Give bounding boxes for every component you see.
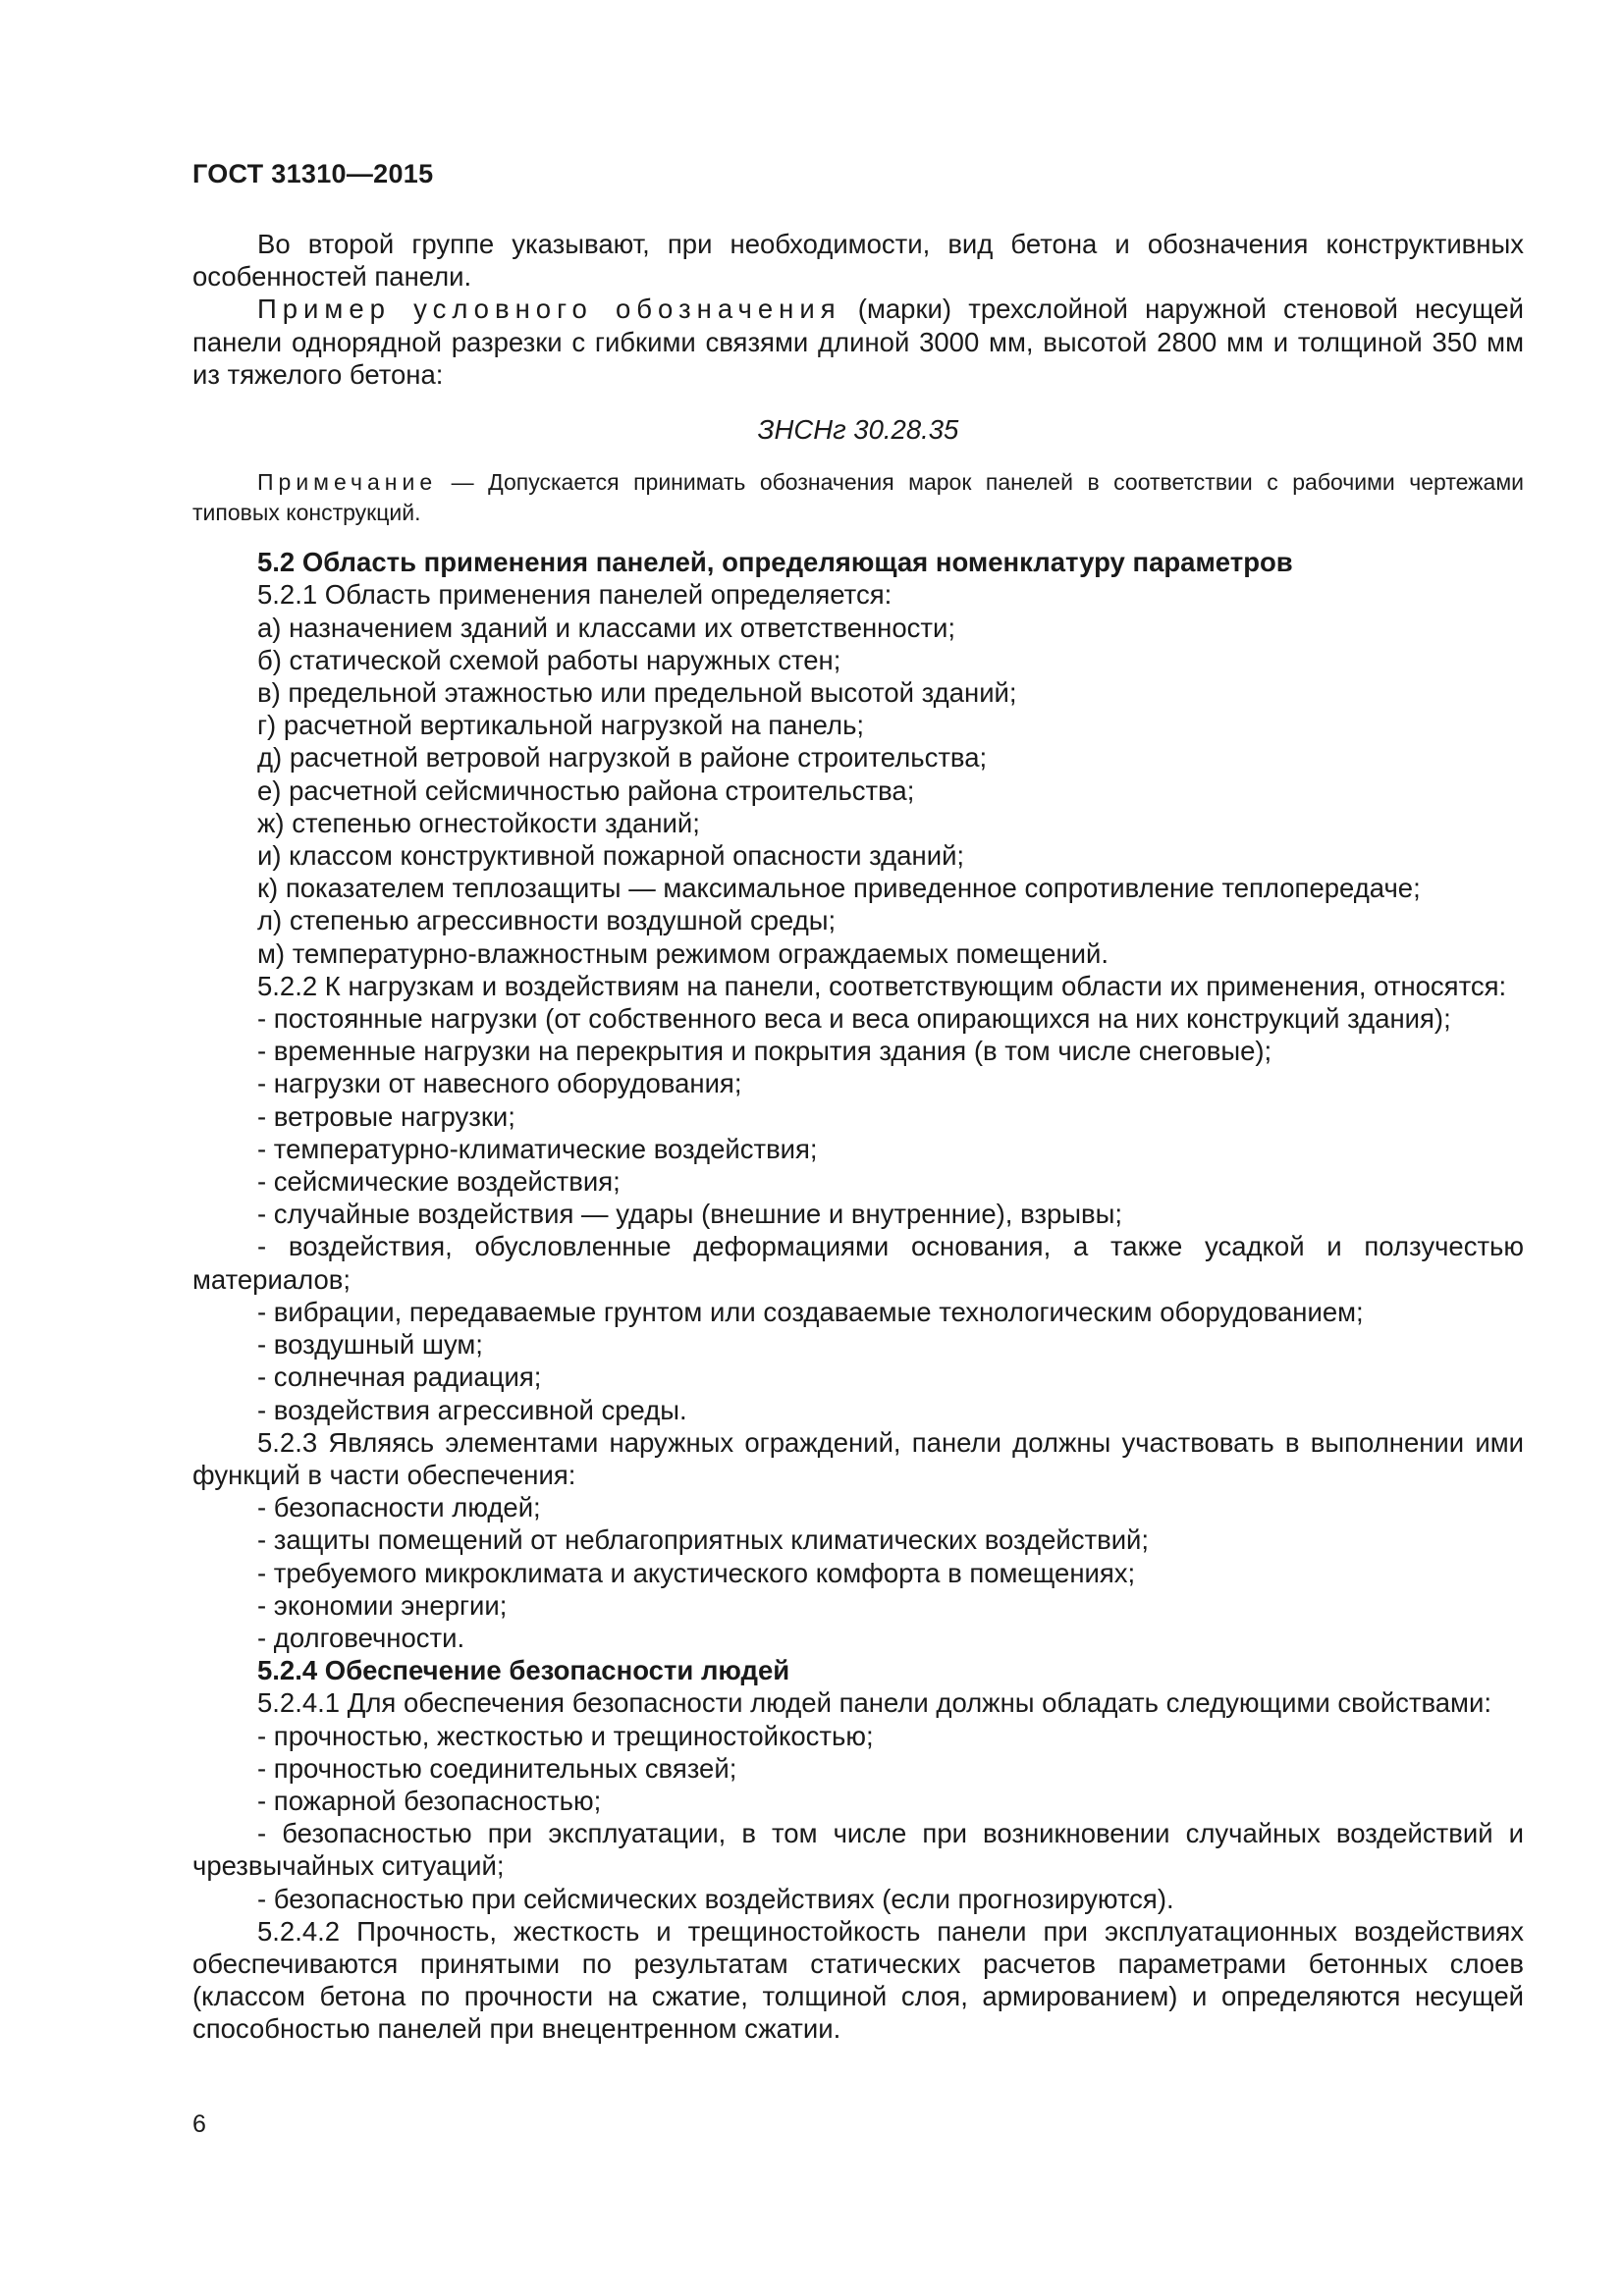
- list-item: - сейсмические воздействия;: [257, 1166, 621, 1198]
- list-item: - пожарной безопасностью;: [257, 1785, 602, 1816]
- list-item: - защиты помещений от неблагоприятных климатических воздействий;: [257, 1524, 1150, 1556]
- example-label: Пример условного обозначения: [257, 294, 841, 325]
- list-item: - прочностью соединительных связей;: [257, 1752, 737, 1784]
- paragraph-intro: Во второй группе указывают, при необходимости, вид бетона и обозначения конструктивных особенностей панели.: [192, 229, 1524, 293]
- list-item: м) температурно-влажностным режимом ограждаемых помещений.: [257, 937, 1109, 969]
- list-item: - температурно-климатические воздействия;: [257, 1133, 818, 1164]
- note-text: — Допускается принимать обозначения марок панелей в соответствии с рабочими чертежами типовых конструкций.: [192, 469, 1524, 526]
- list-item: а) назначением зданий и классами их ответственности;: [257, 612, 955, 643]
- list-item: л) степенью агрессивности воздушной среды;: [257, 905, 837, 936]
- list-5-2-1: [192, 612, 1524, 970]
- list-item: ж) степенью огнестойкости зданий;: [257, 807, 700, 838]
- paragraph-example: [192, 293, 1524, 391]
- list-item: - вибрации, передаваемые грунтом или создаваемые технологическим оборудованием;: [257, 1296, 1364, 1327]
- list-item: - прочностью, жесткостью и трещиностойкостью;: [257, 1720, 874, 1751]
- list-5-2-2-continued: [192, 1296, 1524, 1426]
- list-item: к) показателем теплозащиты — максимальное приведенное сопротивление теплопередаче;: [257, 873, 1421, 904]
- list-item: - временные нагрузки на перекрытия и покрытия здания (в том числе снеговые);: [257, 1036, 1272, 1067]
- list-item: - случайные воздействия — удары (внешние и внутренние), взрывы;: [257, 1199, 1123, 1230]
- list-item: е) расчетной сейсмичностью района строительства;: [257, 774, 915, 806]
- list-item: - экономии энергии;: [257, 1589, 508, 1621]
- note-paragraph: [192, 467, 1524, 528]
- list-5-2-3: [192, 1491, 1524, 1654]
- list-item: - безопасностью при эксплуатации, в том числе при возникновении случайных воздействий и чрезвычайных ситуаций;: [192, 1818, 1524, 1882]
- list-item: б) статической схемой работы наружных стен;: [257, 644, 841, 675]
- document-header: ГОСТ 31310—2015: [192, 159, 434, 188]
- list-item: и) классом конструктивной пожарной опасности зданий;: [257, 840, 965, 872]
- document-body: [192, 228, 1524, 2046]
- page-number: 6: [192, 2110, 206, 2138]
- example-text: (марки) трехслойной наружной стеновой несущей панели однорядной разрезки с гибкими связями длиной 3000 мм, высотой 2800 мм и толщиной 350 мм из тяжелого бетона:: [192, 294, 1524, 390]
- list-item: - постоянные нагрузки (от собственного веса и веса опирающихся на них конструкций здания);: [257, 1003, 1451, 1035]
- list-item: - солнечная радиация;: [257, 1362, 542, 1393]
- section-heading-5-2-4: 5.2.4 Обеспечение безопасности людей: [257, 1655, 790, 1686]
- designation-formula: ЗНСНг 30.28.35: [757, 414, 959, 446]
- section-heading-5-2: 5.2 Область применения панелей, определяющая номенклатуру параметров: [257, 547, 1293, 578]
- list-item: - долговечности.: [257, 1622, 465, 1653]
- list-item: - требуемого микроклимата и акустического комфорта в помещениях;: [257, 1557, 1136, 1588]
- list-item: г) расчетной вертикальной нагрузкой на панель;: [257, 710, 865, 741]
- paragraph-5-2-1: 5.2.1 Область применения панелей определяется:: [257, 579, 893, 611]
- list-item: - нагрузки от навесного оборудования;: [257, 1068, 742, 1099]
- paragraph-5-2-3: 5.2.3 Являясь элементами наружных ограждений, панели должны участвовать в выполнении ими функций в части обеспечения:: [192, 1426, 1524, 1490]
- note-label: Примечание: [257, 469, 438, 496]
- list-item: - воздушный шум;: [257, 1329, 483, 1361]
- list-item: - безопасностью при сейсмических воздействиях (если прогнозируются).: [257, 1883, 1174, 1914]
- list-item: - безопасности людей;: [257, 1492, 541, 1523]
- list-item: д) расчетной ветровой нагрузкой в районе строительства;: [257, 742, 988, 774]
- list-item: в) предельной этажностью или предельной высотой зданий;: [257, 677, 1017, 709]
- list-5-2-2: [192, 1002, 1524, 1230]
- list-5-2-4-1: [192, 1720, 1524, 1818]
- list-item: - воздействия, обусловленные деформациями основания, а также усадкой и ползучестью материалов;: [192, 1231, 1524, 1295]
- paragraph-5-2-4-1: 5.2.4.1 Для обеспечения безопасности людей панели должны обладать следующими свойствами:: [257, 1687, 1491, 1719]
- list-item: - ветровые нагрузки;: [257, 1100, 515, 1132]
- paragraph-5-2-2: 5.2.2 К нагрузкам и воздействиям на панели, соответствующим области их применения, относятся:: [257, 970, 1507, 1001]
- list-item: - воздействия агрессивной среды.: [257, 1394, 687, 1425]
- paragraph-5-2-4-2: 5.2.4.2 Прочность, жесткость и трещиностойкость панели при эксплуатационных воздействиях обеспечиваются принятыми по результатам статических расчетов параметрами бетонных слоев (классом бетона по прочности на сжатие, толщиной слоя, армированием) и определяются несущей способностью панелей при внецентренном сжатии.: [192, 1915, 1524, 2045]
